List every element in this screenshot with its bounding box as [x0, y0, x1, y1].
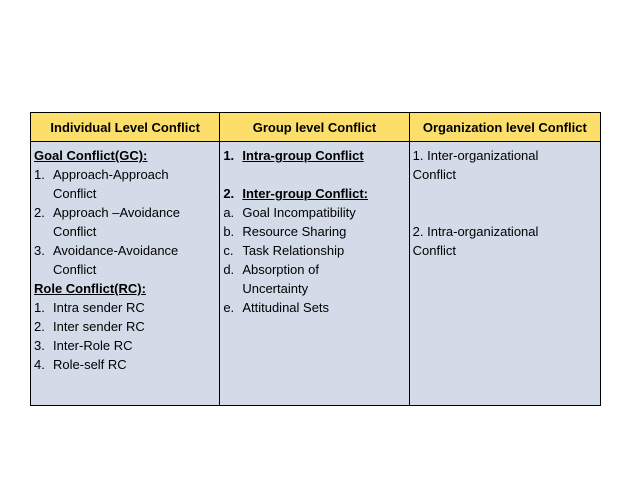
- list-item: [34, 355, 219, 374]
- list-letter: e.: [223, 300, 235, 315]
- spacer: [413, 203, 600, 222]
- intra-group-item: [223, 146, 408, 165]
- list-number: 2.: [34, 205, 45, 220]
- list-number: 2.: [34, 319, 45, 334]
- conflict-levels-table: [30, 112, 601, 406]
- list-item: [223, 298, 408, 317]
- inter-organizational-text: 1. Inter-organizational: [412, 148, 539, 163]
- list-text: Task Relationship: [242, 243, 345, 258]
- table-body-row: [31, 142, 600, 405]
- list-text: Goal Incompatibility: [242, 205, 356, 220]
- individual-level-cell: [31, 142, 220, 405]
- list-number: 3.: [34, 338, 45, 353]
- list-item: [34, 317, 219, 336]
- inter-organizational-text-continuation: Conflict: [412, 167, 457, 182]
- intra-organizational-text-continuation: Conflict: [412, 243, 457, 258]
- header-organization-level: Organization level Conflict: [422, 119, 587, 135]
- organization-level-cell: [410, 142, 600, 405]
- list-letter: b.: [223, 224, 235, 239]
- group-level-cell: [220, 142, 409, 405]
- list-item: [34, 165, 219, 184]
- list-text: Inter sender RC: [53, 319, 145, 334]
- spacer: [413, 184, 600, 203]
- list-number: 3.: [34, 243, 45, 258]
- list-number: 2.: [223, 186, 235, 201]
- list-number: 1.: [34, 167, 45, 182]
- inter-group-heading: Inter-group Conflict:: [242, 186, 368, 201]
- list-number: 1.: [34, 300, 45, 315]
- list-number: 1.: [223, 148, 235, 163]
- spacer: [223, 165, 408, 184]
- list-item: [223, 222, 408, 241]
- list-text: Inter-Role RC: [53, 338, 133, 353]
- intra-organizational-text: 2. Intra-organizational: [412, 224, 539, 239]
- inter-group-item: [223, 184, 408, 203]
- list-text-continuation: Conflict: [53, 224, 97, 239]
- list-item: [34, 241, 219, 260]
- list-text: Avoidance-Avoidance: [53, 243, 179, 258]
- list-letter: a.: [223, 205, 235, 220]
- list-item: [34, 203, 219, 222]
- list-text-continuation: Conflict: [53, 186, 97, 201]
- list-text: Approach –Avoidance: [53, 205, 180, 220]
- header-group-level: Group level Conflict: [220, 113, 409, 141]
- list-text-continuation: Uncertainty: [242, 281, 309, 296]
- list-text: Attitudinal Sets: [242, 300, 330, 315]
- list-text: Approach-Approach: [53, 167, 169, 182]
- list-text: Absorption of: [242, 262, 319, 277]
- header-individual-level: Individual Level Conflict: [31, 113, 220, 141]
- list-item: [223, 260, 408, 279]
- list-text: Intra sender RC: [53, 300, 145, 315]
- list-item: [223, 241, 408, 260]
- role-conflict-heading: Role Conflict(RC):: [34, 281, 146, 296]
- list-text: Role-self RC: [53, 357, 127, 372]
- list-item: [34, 336, 219, 355]
- list-letter: d.: [223, 262, 235, 277]
- list-number: 4.: [34, 357, 45, 372]
- table-header-row: [31, 113, 600, 142]
- list-item: [223, 203, 408, 222]
- intra-group-heading: Intra-group Conflict: [242, 148, 364, 163]
- list-text: Resource Sharing: [242, 224, 347, 239]
- goal-conflict-heading: Goal Conflict(GC):: [34, 148, 148, 163]
- list-item: [34, 298, 219, 317]
- list-text-continuation: Conflict: [53, 262, 97, 277]
- list-letter: c.: [223, 243, 234, 258]
